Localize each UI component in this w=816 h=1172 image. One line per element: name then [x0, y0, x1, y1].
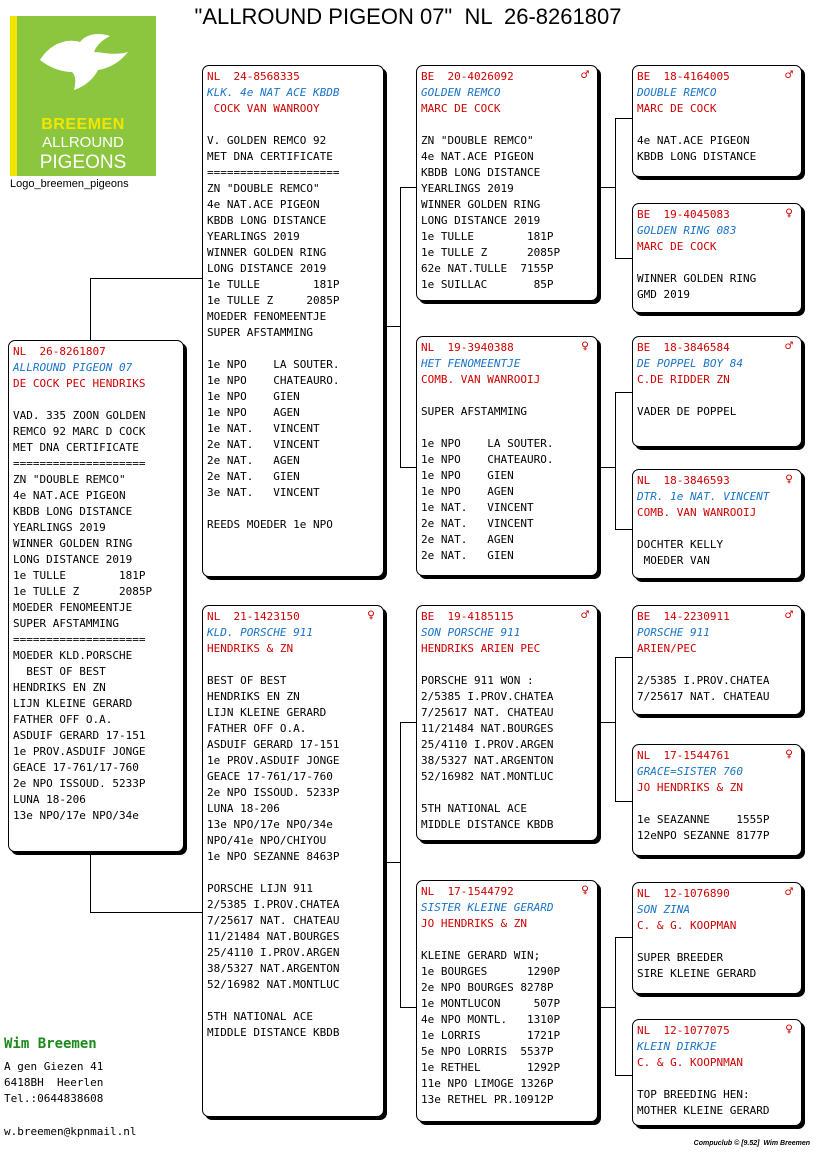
breeder-name: HENDRIKS & ZN	[207, 642, 294, 655]
pedigree-line: 4e NAT.ACE PIGEON	[637, 134, 750, 147]
ring-number: NL 17-1544761	[637, 749, 730, 762]
pedigree-line: GEACE 17-761/17-760	[207, 770, 333, 783]
pedigree-line: MET DNA CERTIFICATE	[13, 441, 139, 454]
pedigree-line: LIJN KLEINE GERARD	[207, 706, 327, 719]
pedigree-line: REEDS MOEDER 1e NPO	[207, 518, 333, 531]
pedigree-line: HENDRIKS EN ZN	[207, 690, 300, 703]
breeder-name: HENDRIKS ARIEN PEC	[421, 642, 541, 655]
male-icon: ♂	[785, 885, 793, 900]
male-icon: ♂	[581, 68, 589, 83]
breeder-name: MARC DE COCK	[637, 102, 717, 115]
pedigree-line: 2e NAT. AGEN	[421, 533, 514, 546]
pedigree-line: ====================	[13, 633, 146, 646]
pedigree-line: 4e NAT.ACE PIGEON	[13, 489, 126, 502]
pedigree-line: 2e NPO ISSOUD. 5233P	[13, 777, 146, 790]
pedigree-line: BEST OF BEST	[13, 665, 106, 678]
pedigree-line: 7/25617 NAT. CHATEAU	[207, 914, 340, 927]
pedigree-line: 2/5385 I.PROV.CHATEA	[207, 898, 340, 911]
female-icon: ♀	[581, 883, 589, 898]
pedigree-line: 2/5385 I.PROV.CHATEA	[421, 690, 554, 703]
connector-line	[400, 187, 416, 188]
breeder-name: DE COCK PEC HENDRIKS	[13, 377, 146, 390]
pedigree-line: MIDDLE DISTANCE KBDB	[421, 818, 554, 831]
pedigree-line: PORSCHE 911 WON :	[421, 674, 534, 687]
breeder-name: COMB. VAN WANROOIJ	[421, 373, 541, 386]
pedigree-line: 1e NPO GIEN	[207, 390, 300, 403]
pedigree-line: 1e NPO LA SOUTER.	[421, 437, 554, 450]
ring-number: NL 21-1423150	[207, 610, 300, 623]
pedigree-line: 13e NPO/17e NPO/34e	[207, 818, 333, 831]
connector-line	[615, 392, 616, 529]
ring-number: NL 12-1077075	[637, 1024, 730, 1037]
pedigree-card-ggp-5[interactable]	[632, 605, 802, 715]
male-icon: ♂	[785, 608, 793, 623]
ring-number: BE 18-4164005	[637, 70, 730, 83]
male-icon: ♂	[581, 608, 589, 623]
pedigree-line: MOEDER FENOMEENTJE	[207, 310, 327, 323]
pedigree-line: DOCHTER KELLY	[637, 538, 724, 551]
pedigree-line: FATHER OFF O.A.	[13, 713, 113, 726]
breeder-name: MARC DE COCK	[421, 102, 501, 115]
logo-caption: Logo_breemen_pigeons	[10, 178, 129, 190]
pedigree-line: 1e TULLE Z 2085P	[13, 585, 153, 598]
pedigree-line: 52/16982 NAT.MONTLUC	[207, 978, 340, 991]
pigeon-name: DOUBLE REMCO	[637, 86, 717, 99]
pedigree-line	[207, 865, 383, 881]
pedigree-line: 1e NAT. VINCENT	[421, 501, 534, 514]
connector-line	[615, 529, 632, 530]
pedigree-line: SUPER BREEDER	[637, 951, 724, 964]
pedigree-line: 25/4110 I.PROV.ARGEN	[207, 946, 340, 959]
pedigree-line: LUNA 18-206	[207, 802, 280, 815]
logo-line-2: ALLROUND	[42, 134, 124, 151]
connector-line	[598, 187, 615, 188]
pedigree-line: WINNER GOLDEN RING	[421, 198, 541, 211]
pedigree-line	[637, 1071, 801, 1087]
ring-number: NL 26-8261807	[13, 345, 106, 358]
pedigree-line: 1e SUILLAC 85P	[421, 278, 554, 291]
pedigree-line: VAD. 335 ZOON GOLDEN	[13, 409, 146, 422]
pedigree-line	[421, 388, 597, 404]
pedigree-card-ggp-6[interactable]	[632, 744, 802, 856]
pedigree-line	[421, 785, 597, 801]
pedigree-card-dam-dam[interactable]	[416, 880, 598, 1122]
pedigree-line: 3e NAT. VINCENT	[207, 486, 320, 499]
pedigree-line: WINNER GOLDEN RING	[13, 537, 133, 550]
breeder-name: C. & G. KOOPNMAN	[637, 1056, 743, 1069]
owner-email[interactable]: w.breemen@kpnmail.nl	[4, 1125, 137, 1138]
pedigree-card-ggp-4[interactable]	[632, 469, 802, 579]
ring-number: NL 12-1076890	[637, 887, 730, 900]
pigeon-name: KLEIN DIRKJE	[637, 1040, 717, 1053]
connector-line	[400, 722, 401, 1007]
pedigree-line: 38/5327 NAT.ARGENTON	[421, 754, 554, 767]
connector-line	[90, 852, 91, 912]
pedigree-line: ====================	[207, 166, 340, 179]
pedigree-card-ggp-3[interactable]	[632, 336, 802, 447]
pigeon-name: SON ZINA	[637, 903, 690, 916]
pedigree-line: ASDUIF GERARD 17-151	[13, 729, 146, 742]
pedigree-line: 7/25617 NAT. CHATEAU	[637, 690, 770, 703]
pedigree-line: MOTHER KLEINE GERARD	[637, 1104, 770, 1117]
pigeon-name: KLD. PORSCHE 911	[207, 626, 313, 639]
pedigree-line: 52/16982 NAT.MONTLUC	[421, 770, 554, 783]
female-icon: ♀	[367, 608, 375, 623]
footer-credit: Compuclub © [9.52] Wim Breemen	[693, 1140, 810, 1147]
male-icon: ♂	[785, 68, 793, 83]
male-icon: ♂	[785, 339, 793, 354]
pigeon-icon	[36, 30, 132, 96]
pedigree-line: MOEDER FENOMEENTJE	[13, 601, 133, 614]
pedigree-line: ====================	[13, 457, 146, 470]
pedigree-line: 1e TULLE Z 2085P	[421, 246, 561, 259]
ring-number: NL 24-8568335	[207, 70, 300, 83]
pedigree-line: WINNER GOLDEN RING	[637, 272, 757, 285]
pedigree-line: NPO/41e NPO/CHIYOU	[207, 834, 327, 847]
pedigree-line	[637, 934, 801, 950]
pedigree-line: YEARLINGS 2019	[13, 521, 106, 534]
connector-line	[400, 467, 416, 468]
pedigree-line	[207, 657, 383, 673]
ring-number: BE 19-4045083	[637, 208, 730, 221]
pedigree-line	[637, 255, 801, 271]
pedigree-line: YEARLINGS 2019	[421, 182, 514, 195]
breeder-name: ARIEN/PEC	[637, 642, 697, 655]
pedigree-line	[13, 392, 183, 408]
connector-line	[615, 657, 616, 801]
breeder-name: COCK VAN WANROOY	[207, 102, 320, 115]
pigeon-name: GOLDEN REMCO	[421, 86, 501, 99]
pedigree-card-sire[interactable]	[202, 65, 384, 577]
connector-line	[615, 801, 632, 802]
pedigree-line: ZN "DOUBLE REMCO"	[13, 473, 126, 486]
connector-line	[615, 937, 632, 938]
pedigree-line: 1e RETHEL 1292P	[421, 1061, 561, 1074]
breeder-name: MARC DE COCK	[637, 240, 717, 253]
pedigree-line: 7/25617 NAT. CHATEAU	[421, 706, 554, 719]
pedigree-line: TOP BREEDING HEN:	[637, 1088, 750, 1101]
pedigree-card-sire-dam[interactable]	[416, 336, 598, 576]
pedigree-line: 4e NAT.ACE PIGEON	[207, 198, 320, 211]
pedigree-line: SUPER AFSTAMMING	[421, 405, 527, 418]
pedigree-line: 62e NAT.TULLE 7155P	[421, 262, 554, 275]
pedigree-line: GMD 2019	[637, 288, 690, 301]
pedigree-line: 1e TULLE 181P	[207, 278, 340, 291]
connector-line	[598, 467, 615, 468]
pedigree-line: LUNA 18-206	[13, 793, 86, 806]
pedigree-line: 1e NAT. VINCENT	[207, 422, 320, 435]
connector-line	[615, 937, 616, 1075]
connector-line	[90, 278, 204, 279]
pigeon-name: DE POPPEL BOY 84	[637, 357, 743, 370]
pedigree-line	[637, 117, 801, 133]
pedigree-line: 1e BOURGES 1290P	[421, 965, 561, 978]
connector-line	[598, 1007, 615, 1008]
pedigree-line: 2e NAT. VINCENT	[207, 438, 320, 451]
pedigree-line: VADER DE POPPEL	[637, 405, 737, 418]
connector-line	[384, 862, 400, 863]
logo-line-3: PIGEONS	[39, 152, 127, 173]
pigeon-name: PORSCHE 911	[637, 626, 710, 639]
pedigree-line: 1e PROV.ASDUIF JONGE	[13, 745, 146, 758]
ring-number: BE 19-4185115	[421, 610, 514, 623]
pedigree-line: KBDB LONG DISTANCE	[207, 214, 327, 227]
pedigree-line: LONG DISTANCE 2019	[207, 262, 327, 275]
pedigree-line	[207, 117, 383, 133]
pedigree-line: 4e NAT.ACE PIGEON	[421, 150, 534, 163]
owner-address-2: 6418BH Heerlen	[4, 1076, 104, 1089]
pedigree-line: 2e NAT. AGEN	[207, 454, 300, 467]
pedigree-line: 1e PROV.ASDUIF JONGE	[207, 754, 340, 767]
pedigree-line	[207, 341, 383, 357]
pedigree-line: MIDDLE DISTANCE KBDB	[207, 1026, 340, 1039]
pedigree-line: BEST OF BEST	[207, 674, 287, 687]
pedigree-line: 2/5385 I.PROV.CHATEA	[637, 674, 770, 687]
pigeon-name: GOLDEN RING 083	[637, 224, 737, 237]
pedigree-line: 1e LORRIS 1721P	[421, 1029, 561, 1042]
connector-line	[615, 1075, 632, 1076]
pedigree-line: KBDB LONG DISTANCE	[637, 150, 757, 163]
pedigree-line: V. GOLDEN REMCO 92	[207, 134, 327, 147]
pedigree-line: 2e NPO ISSOUD. 5233P	[207, 786, 340, 799]
connector-line	[615, 118, 616, 258]
pedigree-line: 1e NPO CHATEAURO.	[207, 374, 340, 387]
pedigree-line: 13e NPO/17e NPO/34e	[13, 809, 139, 822]
pedigree-line	[637, 796, 801, 812]
pedigree-line: MET DNA CERTIFICATE	[207, 150, 333, 163]
pedigree-line: ZN "DOUBLE REMCO"	[207, 182, 320, 195]
pedigree-line	[637, 388, 801, 404]
pigeon-name: KLK. 4e NAT ACE KBDB	[207, 86, 340, 99]
logo	[10, 16, 156, 176]
pedigree-card-ggp-7[interactable]	[632, 882, 802, 994]
female-icon: ♀	[785, 206, 793, 221]
pedigree-line: MOEDER KLD.PORSCHE	[13, 649, 133, 662]
pedigree-line	[207, 993, 383, 1009]
pedigree-line: LONG DISTANCE 2019	[421, 214, 541, 227]
pedigree-line: 1e TULLE Z 2085P	[207, 294, 340, 307]
connector-line	[90, 278, 91, 340]
pigeon-name: SON PORSCHE 911	[421, 626, 521, 639]
connector-line	[615, 258, 632, 259]
breeder-name: JO HENDRIKS & ZN	[637, 781, 743, 794]
connector-line	[400, 187, 401, 467]
connector-line	[615, 657, 632, 658]
connector-line	[384, 326, 400, 327]
pedigree-card-ggp-2[interactable]	[632, 203, 802, 313]
breeder-name: COMB. VAN WANROOIJ	[637, 506, 757, 519]
pedigree-line	[421, 117, 597, 133]
pedigree-line: 38/5327 NAT.ARGENTON	[207, 962, 340, 975]
breeder-name: C. & G. KOOPMAN	[637, 919, 737, 932]
female-icon: ♀	[785, 747, 793, 762]
pedigree-card-sire-sire[interactable]	[416, 65, 598, 301]
connector-line	[400, 1007, 416, 1008]
pedigree-line: 1e NPO CHATEAURO.	[421, 453, 554, 466]
pedigree-line: PORSCHE LIJN 911	[207, 882, 313, 895]
pedigree-line: GEACE 17-761/17-760	[13, 761, 139, 774]
pedigree-card-dam-sire[interactable]	[416, 605, 598, 841]
pedigree-line: KBDB LONG DISTANCE	[13, 505, 133, 518]
ring-number: BE 18-3846584	[637, 341, 730, 354]
pedigree-line	[207, 501, 383, 517]
pedigree-line: 2e NAT. GIEN	[207, 470, 300, 483]
pedigree-line: 25/4110 I.PROV.ARGEN	[421, 738, 554, 751]
pedigree-line: 5TH NATIONAL ACE	[207, 1010, 313, 1023]
pigeon-name: DTR. 1e NAT. VINCENT	[637, 490, 770, 503]
pedigree-line: 5TH NATIONAL ACE	[421, 802, 527, 815]
pedigree-card-ggp-8[interactable]	[632, 1019, 802, 1126]
pedigree-line: SUPER AFSTAMMING	[207, 326, 313, 339]
pedigree-line: LONG DISTANCE 2019	[13, 553, 133, 566]
page-title: "ALLROUND PIGEON 07" NL 26-8261807	[194, 4, 622, 29]
ring-number: NL 18-3846593	[637, 474, 730, 487]
pigeon-name: GRACE=SISTER 760	[637, 765, 743, 778]
pedigree-line: 1e NPO LA SOUTER.	[207, 358, 340, 371]
pedigree-line	[637, 521, 801, 537]
connector-line	[400, 722, 416, 723]
pedigree-card-dam[interactable]	[202, 605, 384, 1117]
pedigree-line: 1e MONTLUCON 507P	[421, 997, 561, 1010]
pedigree-line	[421, 932, 597, 948]
owner-phone: Tel.:0644838608	[4, 1092, 104, 1105]
breeder-name: JO HENDRIKS & ZN	[421, 917, 527, 930]
pedigree-line: HENDRIKS EN ZN	[13, 681, 106, 694]
pedigree-line: 11e NPO LIMOGE 1326P	[421, 1077, 554, 1090]
pigeon-name: ALLROUND PIGEON 07	[13, 361, 133, 374]
ring-number: BE 14-2230911	[637, 610, 730, 623]
pedigree-line: 5e NPO LORRIS 5537P	[421, 1045, 554, 1058]
breeder-name: C.DE RIDDER ZN	[637, 373, 730, 386]
connector-line	[615, 118, 632, 119]
pedigree-line: 2e NPO BOURGES 8278P	[421, 981, 554, 994]
pedigree-line: 1e TULLE 181P	[421, 230, 554, 243]
pedigree-line: 1e NPO AGEN	[207, 406, 300, 419]
pedigree-line: 13e RETHEL PR.10912P	[421, 1093, 554, 1106]
owner-name: Wim Breemen	[4, 1036, 97, 1052]
logo-line-1: BREEMEN	[41, 116, 125, 133]
pedigree-line: KBDB LONG DISTANCE	[421, 166, 541, 179]
connector-line	[598, 722, 615, 723]
pedigree-line	[421, 420, 597, 436]
pedigree-line: 2e NAT. GIEN	[421, 549, 514, 562]
ring-number: NL 17-1544792	[421, 885, 514, 898]
connector-line	[615, 392, 632, 393]
pedigree-line: ZN "DOUBLE REMCO"	[421, 134, 534, 147]
pedigree-line: 1e TULLE 181P	[13, 569, 146, 582]
female-icon: ♀	[785, 472, 793, 487]
pedigree-line: ASDUIF GERARD 17-151	[207, 738, 340, 751]
pedigree-line: 1e SEAZANNE 1555P	[637, 813, 770, 826]
pedigree-line	[637, 657, 801, 673]
female-icon: ♀	[581, 339, 589, 354]
pedigree-card-ggp-1[interactable]	[632, 65, 802, 177]
pedigree-line: REMCO 92 MARC D COCK	[13, 425, 146, 438]
pedigree-line: 11/21484 NAT.BOURGES	[421, 722, 554, 735]
pedigree-line: LIJN KLEINE GERARD	[13, 697, 133, 710]
pedigree-line: FATHER OFF O.A.	[207, 722, 307, 735]
pigeon-name: SISTER KLEINE GERARD	[421, 901, 554, 914]
pedigree-line: 1e NPO SEZANNE 8463P	[207, 850, 340, 863]
pedigree-line: KLEINE GERARD WIN;	[421, 949, 541, 962]
pigeon-name: HET FENOMEENTJE	[421, 357, 521, 370]
connector-line	[90, 912, 204, 913]
pedigree-line: SIRE KLEINE GERARD	[637, 967, 757, 980]
pedigree-line: 1e NPO AGEN	[421, 485, 514, 498]
pedigree-line: 11/21484 NAT.BOURGES	[207, 930, 340, 943]
ring-number: NL 19-3940388	[421, 341, 514, 354]
pedigree-line: 12eNPO SEZANNE 8177P	[637, 829, 770, 842]
pedigree-line: 4e NPO MONTL. 1310P	[421, 1013, 561, 1026]
pedigree-line: WINNER GOLDEN RING	[207, 246, 327, 259]
pedigree-line: SUPER AFSTAMMING	[13, 617, 119, 630]
owner-address-1: A gen Giezen 41	[4, 1060, 104, 1073]
pedigree-line: YEARLINGS 2019	[207, 230, 300, 243]
female-icon: ♀	[785, 1022, 793, 1037]
pedigree-line	[421, 657, 597, 673]
pedigree-card-subject[interactable]	[8, 340, 184, 852]
pedigree-line: 2e NAT. VINCENT	[421, 517, 534, 530]
pedigree-line: 1e NPO GIEN	[421, 469, 514, 482]
pedigree-line: MOEDER VAN	[637, 554, 710, 567]
ring-number: BE 20-4026092	[421, 70, 514, 83]
